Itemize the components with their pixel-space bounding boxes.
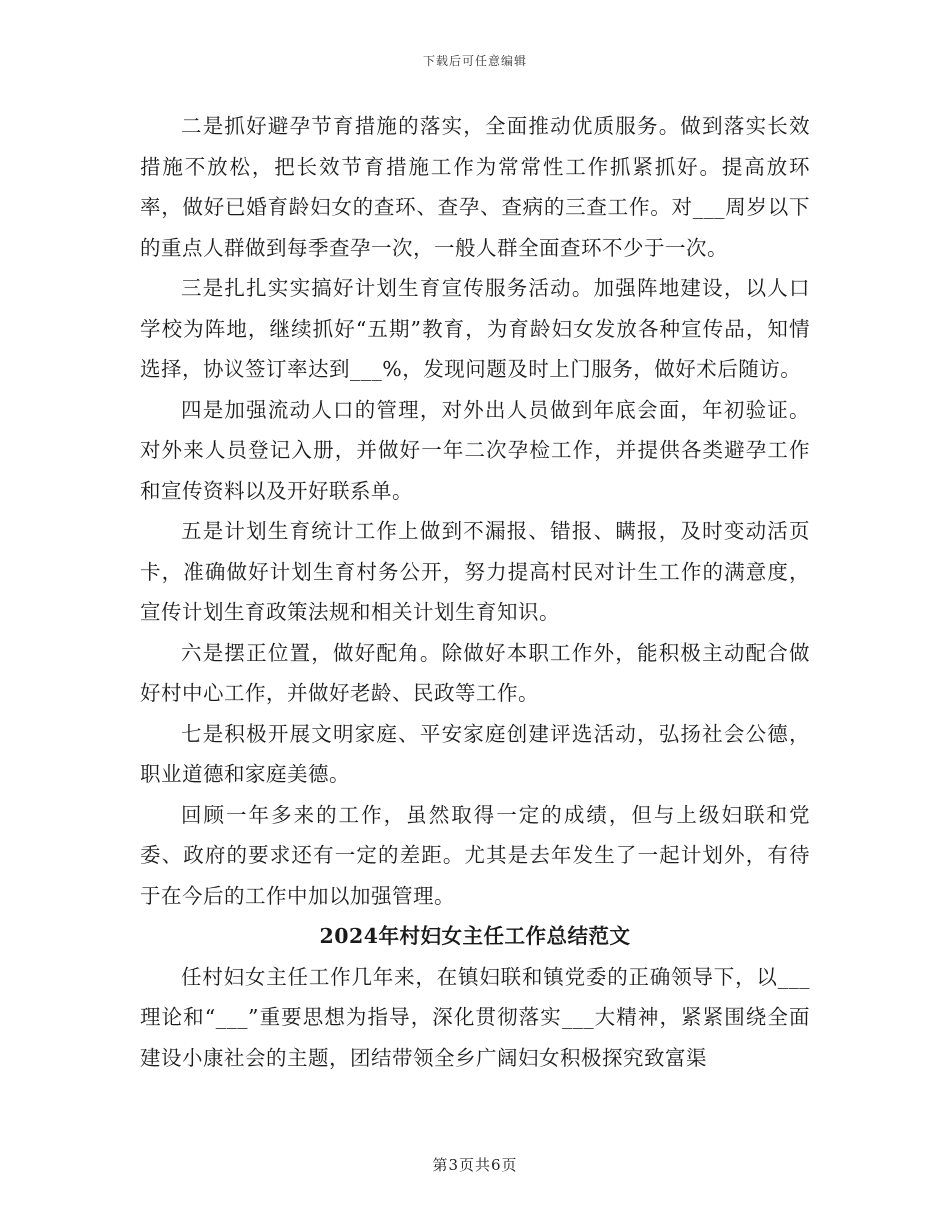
section-title: 2024年村妇女主任工作总结范文 [319, 924, 631, 948]
paragraph-4: 四是加强流动人口的管理，对外出人员做到年底会面，年初验证。对外来人员登记入册，并做好一年二次孕检工作，并提供各类避孕工作和宣传资料以及开好联系单。 [140, 397, 810, 503]
section-intro-paragraph: 任村妇女主任工作几年来，在镇妇联和镇党委的正确领导下，以___理论和“___”重要思想为指导，深化贯彻落实___大精神，紧紧围绕全面建设小康社会的主题，团结带领全乡广阔妇女积极探究致富渠 [140, 964, 810, 1070]
paragraph-3: 三是扎扎实实搞好计划生育宣传服务活动。加强阵地建设，以人口学校为阵地，继续抓好“五期”教育，为育龄妇女发放各种宣传品，知情选择，协议签订率达到___%，发现问题及时上门服务，做好术后随访。 [140, 276, 810, 381]
paragraph-6: 六是摆正位置，做好配角。除做好本职工作外，能积极主动配合做好村中心工作，并做好老龄、民政等工作。 [140, 640, 810, 705]
page-header-note: 下载后可任意编辑 [422, 54, 527, 68]
paragraph-2: 二是抓好避孕节育措施的落实，全面推动优质服务。做到落实长效措施不放松，把长效节育措施工作为常常性工作抓紧抓好。提高放环率，做好已婚育龄妇女的查环、查孕、查病的三查工作。对___周岁以下的重点人群做到每季查孕一次，一般人群全面查环不少于一次。 [140, 114, 810, 260]
paragraph-review: 回顾一年多来的工作，虽然取得一定的成绩，但与上级妇联和党委、政府的要求还有一定的差距。尤其是去年发生了一起计划外，有待于在今后的工作中加以加强管理。 [140, 802, 810, 908]
document-body [140, 106, 810, 1078]
paragraph-7: 七是积极开展文明家庭、平安家庭创建评选活动，弘扬社会公德，职业道德和家庭美德。 [140, 721, 810, 786]
paragraph-5: 五是计划生育统计工作上做到不漏报、错报、瞒报，及时变动活页卡，准确做好计划生育村务公开，努力提高村民对计生工作的满意度，宣传计划生育政策法规和相关计划生育知识。 [140, 519, 810, 624]
page-number: 第3页共6页 [432, 1156, 518, 1174]
